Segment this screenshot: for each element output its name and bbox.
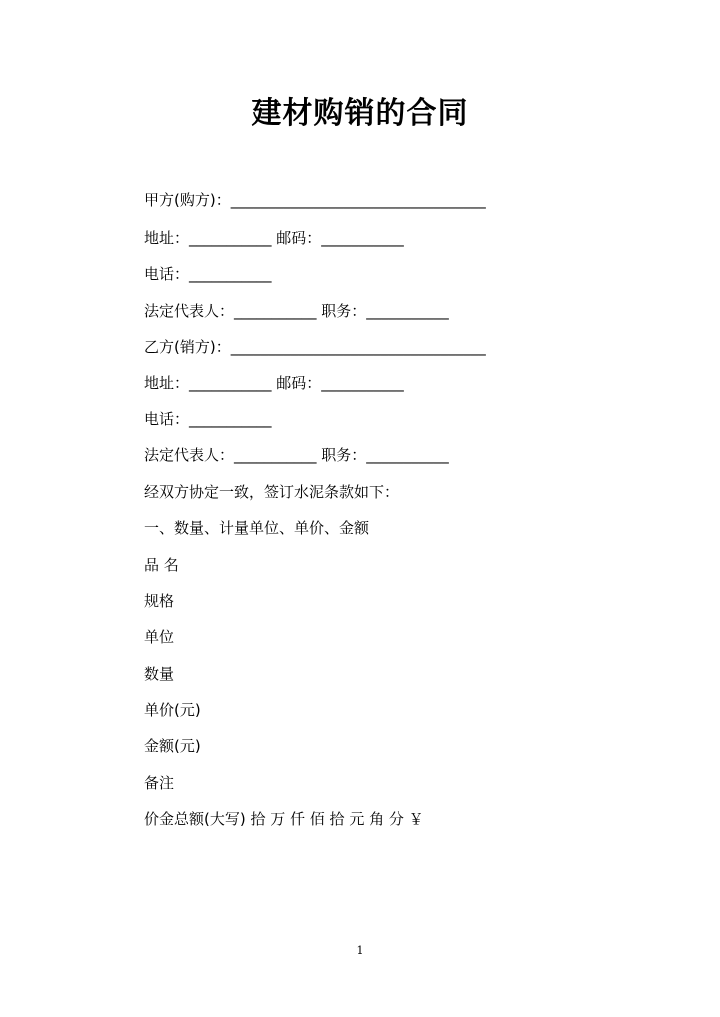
- item-remarks: 备注: [144, 774, 175, 792]
- party-a-representative-line: 法定代表人：___________ 职务：___________: [144, 302, 449, 320]
- item-unit: 单位: [144, 628, 175, 646]
- item-amount: 金额(元): [144, 737, 201, 755]
- item-product-name: 品 名: [144, 556, 179, 574]
- section-one-heading: 一、数量、计量单位、单价、金额: [144, 519, 370, 537]
- total-amount-line: 价金总额(大写) 拾 万 仟 佰 拾 元 角 分 ￥: [144, 810, 424, 828]
- party-a-phone-line: 电话：___________: [144, 265, 272, 283]
- document-title: 建材购销的合同: [251, 96, 469, 131]
- party-b-representative-line: 法定代表人：___________ 职务：___________: [144, 446, 449, 464]
- party-b-phone-line: 电话：___________: [144, 410, 272, 428]
- page-number: 1: [356, 944, 364, 957]
- item-quantity: 数量: [144, 665, 175, 683]
- party-a-line: 甲方(购方)：__________________________________: [144, 191, 486, 209]
- item-unit-price: 单价(元): [144, 701, 201, 719]
- party-a-address-line: 地址：___________ 邮码：___________: [144, 229, 404, 247]
- party-b-address-line: 地址：___________ 邮码：___________: [144, 374, 404, 392]
- item-specification: 规格: [144, 592, 175, 610]
- party-b-line: 乙方(销方)：__________________________________: [144, 338, 486, 356]
- agreement-intro-line: 经双方协定一致，签订水泥条款如下：: [144, 483, 400, 501]
